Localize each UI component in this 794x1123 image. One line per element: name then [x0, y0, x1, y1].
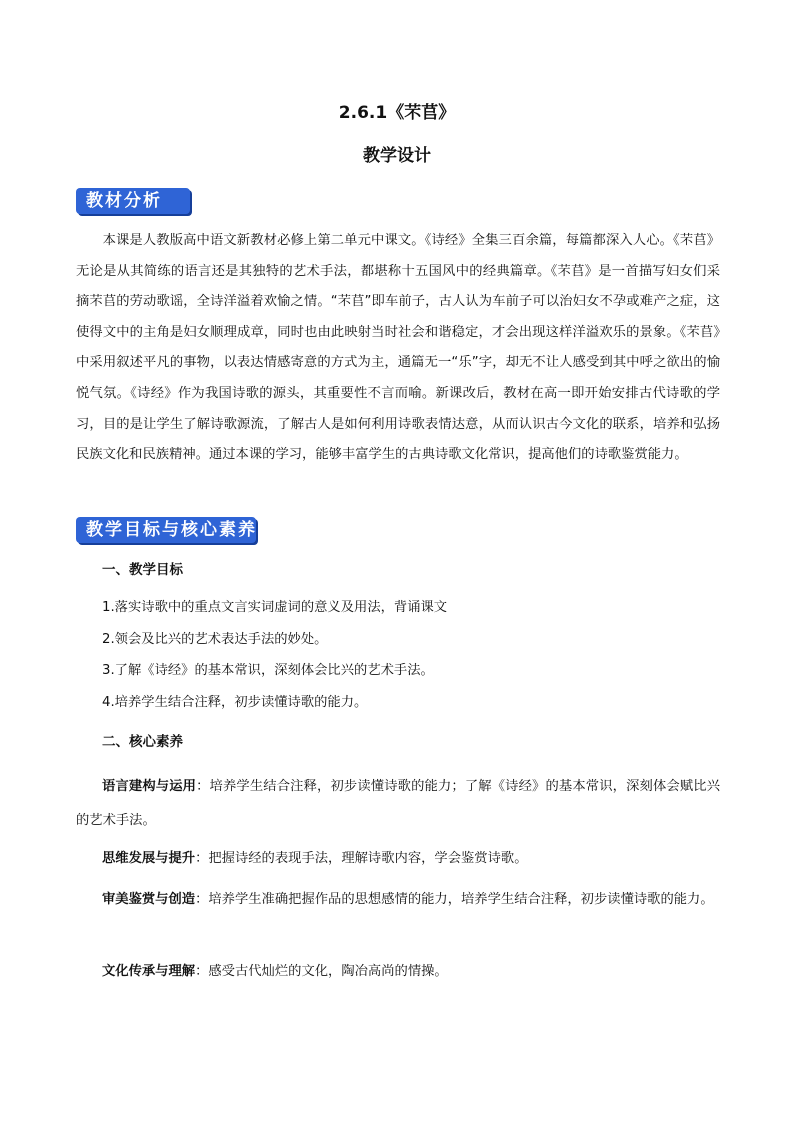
core-text: ：感受古代灿烂的文化，陶冶高尚的情操。	[195, 964, 448, 979]
core-item-language	[76, 770, 720, 838]
core-text: ：培养学生结合注释，初步读懂诗歌的能力；了解《诗经》的基本常识，深刻体会赋比兴的艺术手法。	[76, 779, 721, 828]
core-label: 文化传承与理解	[102, 964, 196, 979]
core-item-aesthetic	[76, 883, 720, 917]
document-title: 2.6.1《芣苢》	[338, 103, 456, 123]
core-text: ：培养学生准确把握作品的思想感情的能力，培养学生结合注释，初步读懂诗歌的能力。	[195, 892, 714, 907]
core-label: 思维发展与提升	[102, 851, 196, 866]
core-text: ：把握诗经的表现手法，理解诗歌内容，学会鉴赏诗歌。	[195, 851, 528, 866]
core-item-thinking	[76, 842, 720, 876]
core-heading: 二、核心素养	[102, 734, 183, 750]
section-badge-goals: 教学目标与核心素养	[76, 517, 256, 543]
analysis-paragraph: 本课是人教版高中语文新教材必修上第二单元中课文。《诗经》全集三百余篇，每篇都深入人心。《芣苢》无论是从其简练的语言还是其独特的艺术手法，都堪称十五国风中的经典篇章。《芣苢》是一首描写妇女们采摘芣苢的劳动歌谣，全诗洋溢着欢愉之情。“芣苢”即车前子，古人认为车前子可以治妇女不孕或难产之症，这使得文中的主角是妇女顺理成章，同时也由此映射当时社会和谐稳定，才会出现这样洋溢欢乐的景象。《芣苢》中采用叙述平凡的事物，以表达情感寄意的方式为主，通篇无一“乐”字，却无不让人感受到其中呼之欲出的愉悦气氛。《诗经》作为我国诗歌的源头，其重要性不言而喻。新课改后，教材在高一即开始安排古代诗歌的学习，目的是让学生了解诗歌源流，了解古人是如何利用诗歌表情达意，从而认识古今文化的联系，培养和弘扬民族文化和民族精神。通过本课的学习，能够丰富学生的古典诗歌文化常识，提高他们的诗歌鉴赏能力。	[76, 233, 720, 463]
goals-list	[102, 598, 447, 724]
list-item: 2.领会及比兴的艺术表达手法的妙处。	[102, 631, 328, 647]
list-item: 1.落实诗歌中的重点文言实词虚词的意义及用法，背诵课文	[102, 600, 448, 615]
section-badge-analysis: 教材分析	[76, 188, 190, 214]
list-item: 4.培养学生结合注释，初步读懂诗歌的能力。	[102, 694, 368, 710]
list-item: 3.了解《诗经》的基本常识，深刻体会比兴的艺术手法。	[102, 663, 434, 678]
goals-heading: 一、教学目标	[102, 562, 183, 578]
core-label: 语言建构与运用	[102, 779, 197, 794]
core-item-culture	[76, 955, 720, 989]
core-label: 审美鉴赏与创造	[102, 892, 196, 907]
document-subtitle: 教学设计	[363, 146, 431, 166]
